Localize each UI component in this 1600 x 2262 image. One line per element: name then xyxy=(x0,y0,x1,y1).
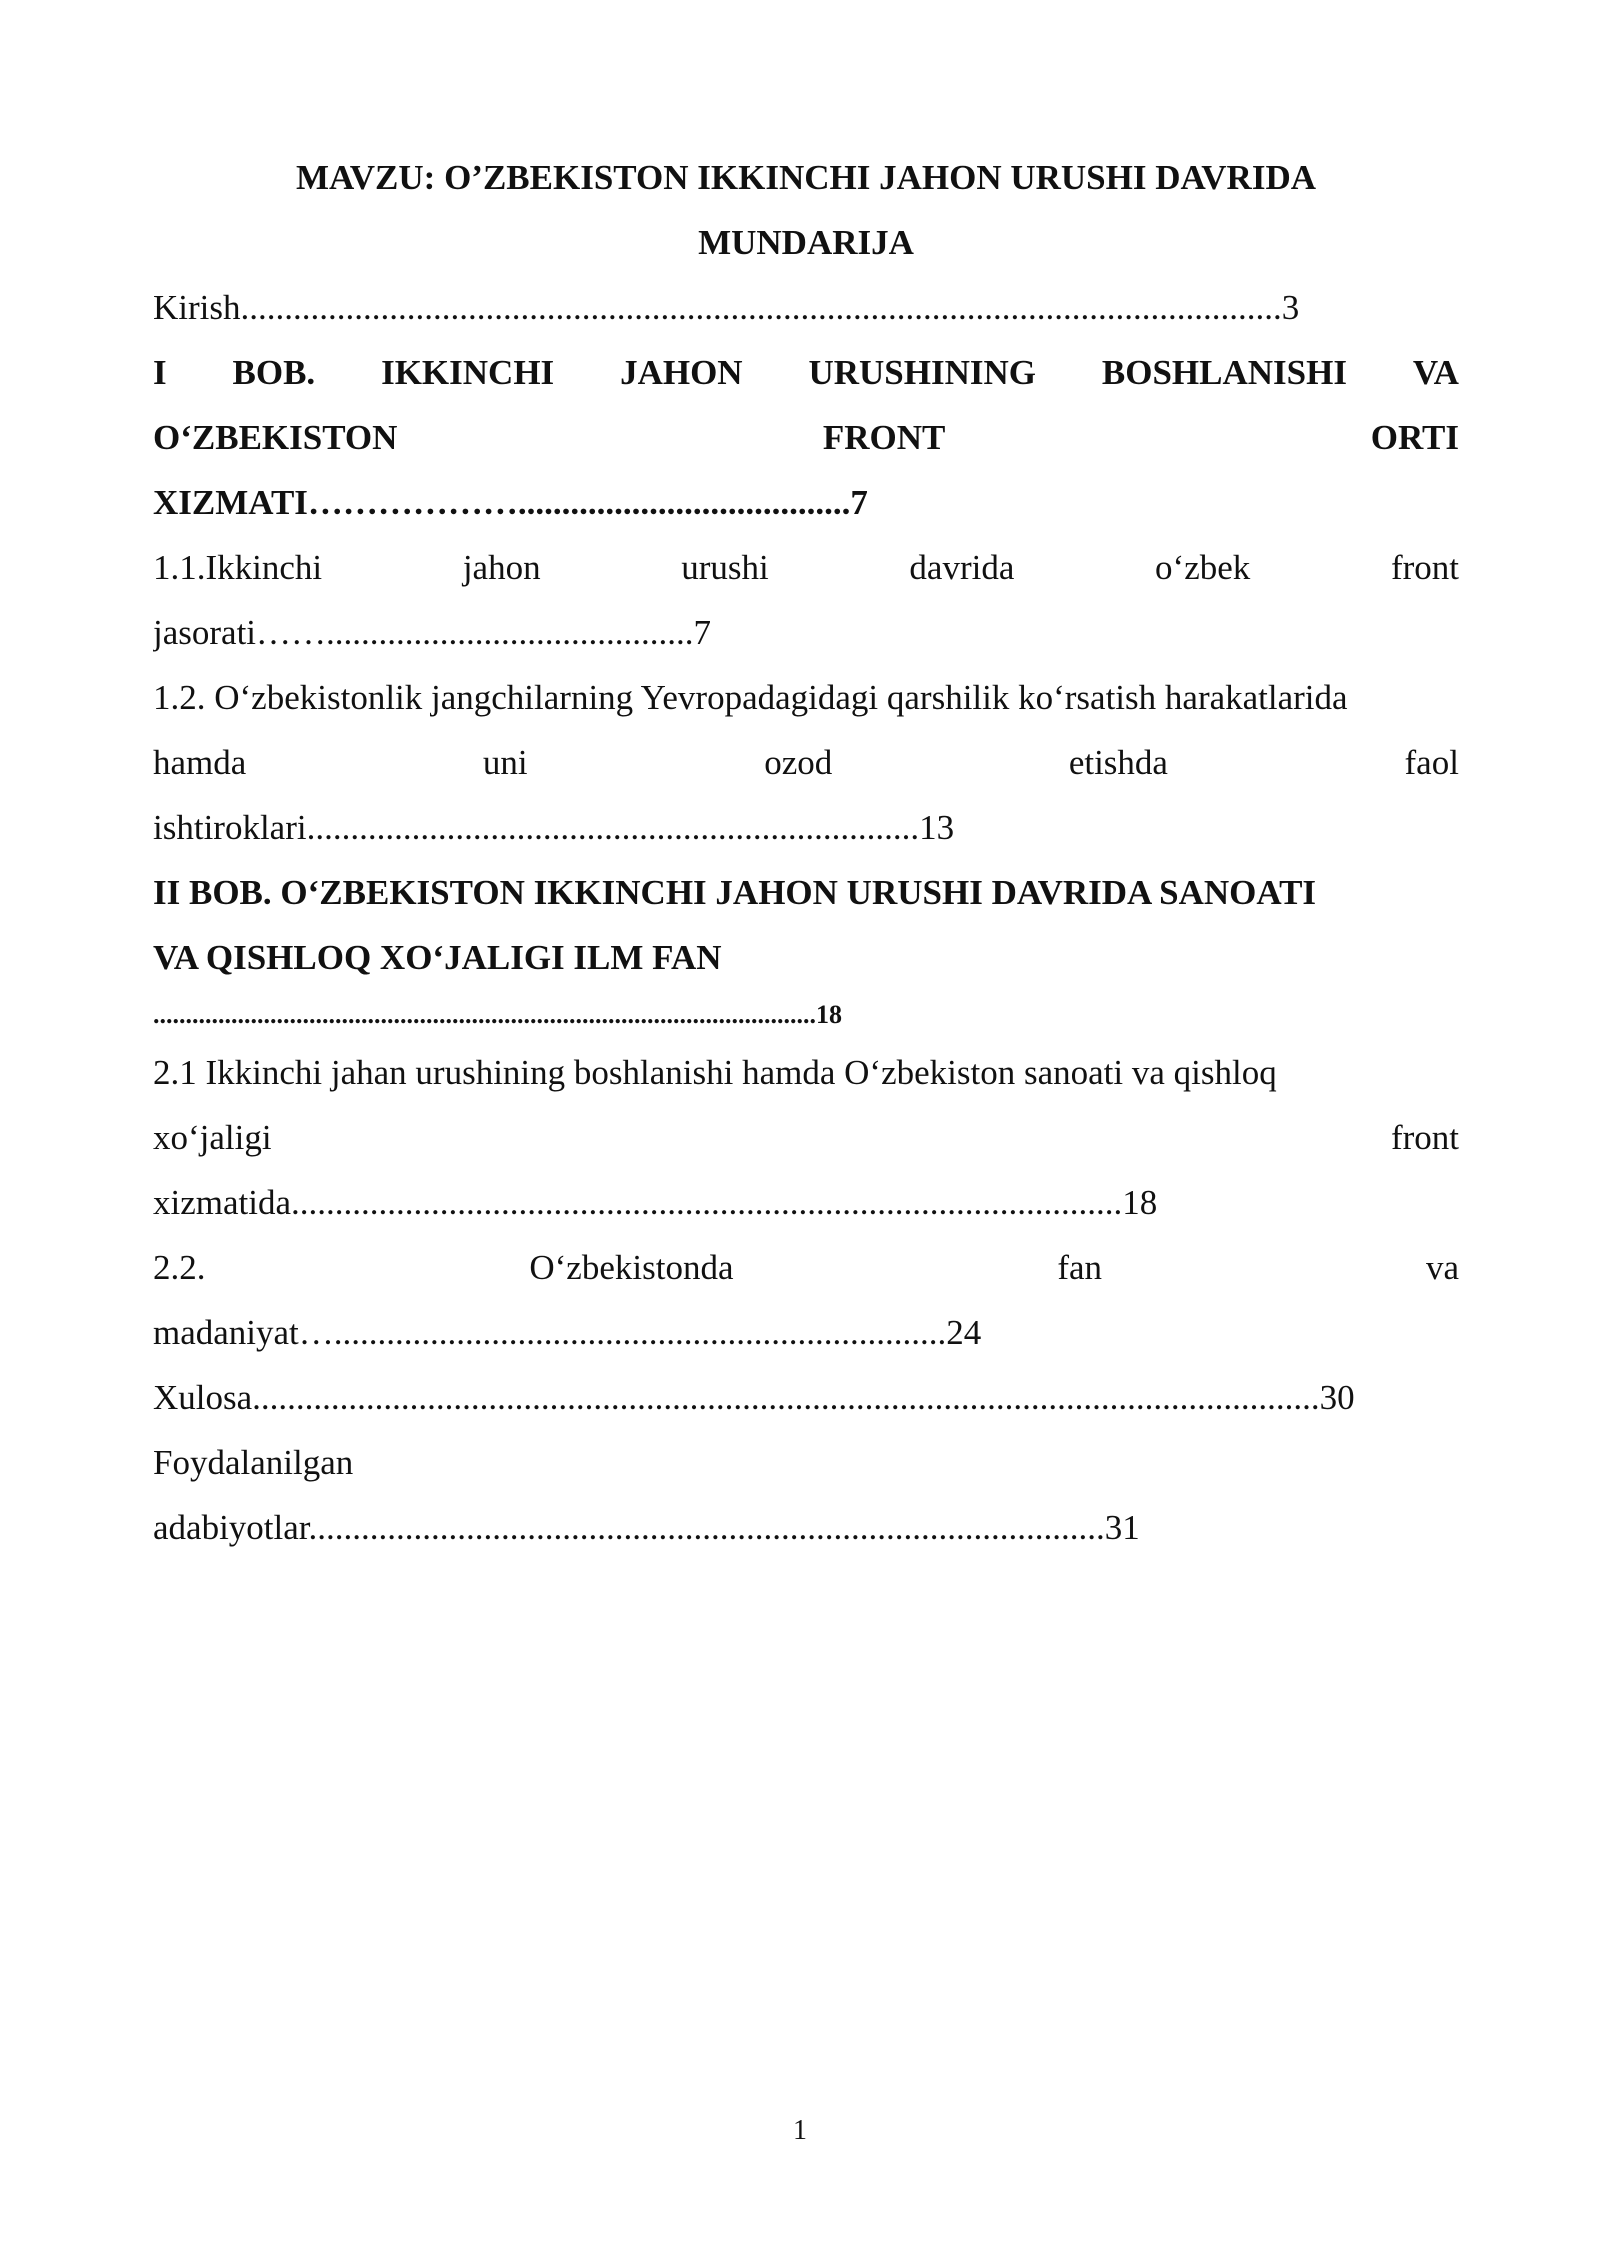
contents-heading: MUNDARIJA xyxy=(698,223,914,262)
word: ORTI xyxy=(1370,418,1459,457)
word: BOB. xyxy=(232,353,316,392)
word: FRONT xyxy=(822,418,946,457)
word: 1.1.Ikkinchi xyxy=(153,548,323,587)
word: O‘zbekistonda xyxy=(529,1248,734,1287)
word: front xyxy=(1390,1118,1459,1157)
word: jahon xyxy=(462,548,541,587)
word: front xyxy=(1390,548,1459,587)
toc-section-2-1-line-1: 2.1 Ikkinchi jahan urushining boshlanishi hamda O‘zbekiston sanoati va qishloq xyxy=(153,1053,1277,1092)
word: ozod xyxy=(764,743,833,782)
word: 2.2. xyxy=(153,1248,206,1287)
word: o‘zbek xyxy=(1155,548,1251,587)
toc-section-1-1-line-2: jasorati……..........................................7 xyxy=(153,613,712,652)
word: xo‘jaligi xyxy=(153,1118,272,1157)
toc-entry-references-line-1: Foydalanilgan xyxy=(153,1443,354,1482)
toc-section-1-1-line-1 xyxy=(153,535,1459,600)
toc-section-2-2-line-1 xyxy=(153,1235,1459,1300)
word: fan xyxy=(1057,1248,1103,1287)
document-title: MAVZU: O’ZBEKISTON IKKINCHI JAHON URUSHI DAVRIDA xyxy=(295,158,1317,197)
toc-section-1-2-line-2 xyxy=(153,730,1459,795)
toc-chapter-1-line-3: XIZMATI………………......................................7 xyxy=(153,483,868,522)
page-number: 1 xyxy=(793,2115,807,2146)
word: hamda xyxy=(153,743,247,782)
word: va xyxy=(1425,1248,1459,1287)
toc-section-2-2-line-2: madaniyat…......................................................................24 xyxy=(153,1313,982,1352)
word: etishda xyxy=(1068,743,1168,782)
toc-chapter-2-line-1: II BOB. O‘ZBEKISTON IKKINCHI JAHON URUSHI DAVRIDA SANOATI xyxy=(153,873,1317,912)
toc-entry-references-line-2: adabiyotlar...........................................................................................31 xyxy=(153,1508,1140,1547)
toc-section-2-1-line-3: xizmatida...............................................................................................18 xyxy=(153,1183,1158,1222)
toc-chapter-1-line-2 xyxy=(153,405,1459,470)
word: I xyxy=(153,353,167,392)
word: JAHON xyxy=(620,353,743,392)
toc-section-1-2-line-1: 1.2. O‘zbekistonlik jangchilarning Yevropadagidagi qarshilik ko‘rsatish harakatlarida xyxy=(153,678,1348,717)
word: IKKINCHI xyxy=(381,353,555,392)
word: faol xyxy=(1404,743,1459,782)
word: urushi xyxy=(681,548,769,587)
toc-chapter-2-line-3: ......................................................................................................18 xyxy=(153,1000,842,1029)
word: davrida xyxy=(909,548,1015,587)
toc-section-2-1-line-2 xyxy=(153,1105,1459,1170)
toc-section-1-2-line-3: ishtiroklari......................................................................13 xyxy=(153,808,955,847)
toc-entry-conclusion: Xulosa..........................................................................................................................30 xyxy=(153,1378,1355,1417)
toc-chapter-1-line-1 xyxy=(153,340,1459,405)
word: VA xyxy=(1412,353,1459,392)
toc-chapter-2-line-2: VA QISHLOQ XO‘JALIGI ILM FAN xyxy=(153,938,722,977)
toc-content xyxy=(153,145,1459,1560)
word: uni xyxy=(482,743,528,782)
word: BOSHLANISHI xyxy=(1101,353,1347,392)
word: O‘ZBEKISTON xyxy=(153,418,398,457)
word: URUSHINING xyxy=(808,353,1036,392)
toc-entry-intro: Kirish.......................................................................................................................3 xyxy=(153,288,1300,327)
